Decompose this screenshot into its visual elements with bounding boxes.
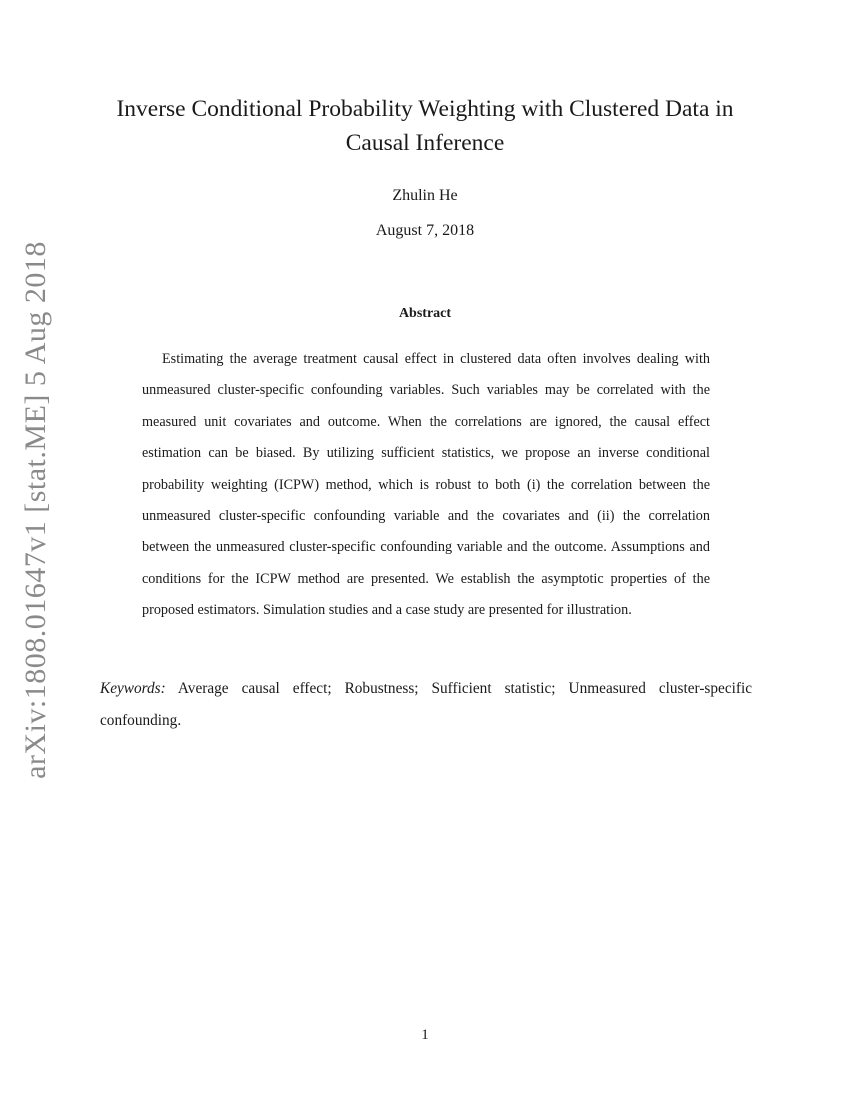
page-number: 1 — [421, 1027, 429, 1043]
keywords-section — [100, 673, 752, 737]
abstract-body: Estimating the average treatment causal effect in clustered data often involves dealing with unmeasured cluster-specific confounding variables. Such variables may be correlated with the measured unit covariates and outcome. When the correlations are ignored, the causal effect estimation can be biased. By utilizing sufficient statistics, we propose an inverse conditional probability weighting (ICPW) method, which is robust to both (i) the correlation between the unmeasured cluster-specific confounding variable and the covariates and (ii) the correlation between the unmeasured cluster-specific confounding variable and the outcome. Assumptions and conditions for the ICPW method are presented. We establish the asymptotic properties of the proposed estimators. Simulation studies and a case study are presented for illustration. — [142, 351, 710, 619]
publication-date: August 7, 2018 — [375, 222, 475, 239]
keywords-label: Keywords: — [100, 680, 166, 697]
abstract-heading: Abstract — [398, 306, 452, 321]
paper-title: Inverse Conditional Probability Weighting with Clustered Data in Causal Inference — [116, 96, 734, 156]
keywords-text: Average causal effect; Robustness; Sufficient statistic; Unmeasured cluster-specific confounding. — [100, 680, 752, 729]
author-name: Zhulin He — [392, 187, 458, 204]
arxiv-identifier-stamp: arXiv:1808.01647v1 [stat.ME] 5 Aug 2018 — [19, 241, 52, 779]
